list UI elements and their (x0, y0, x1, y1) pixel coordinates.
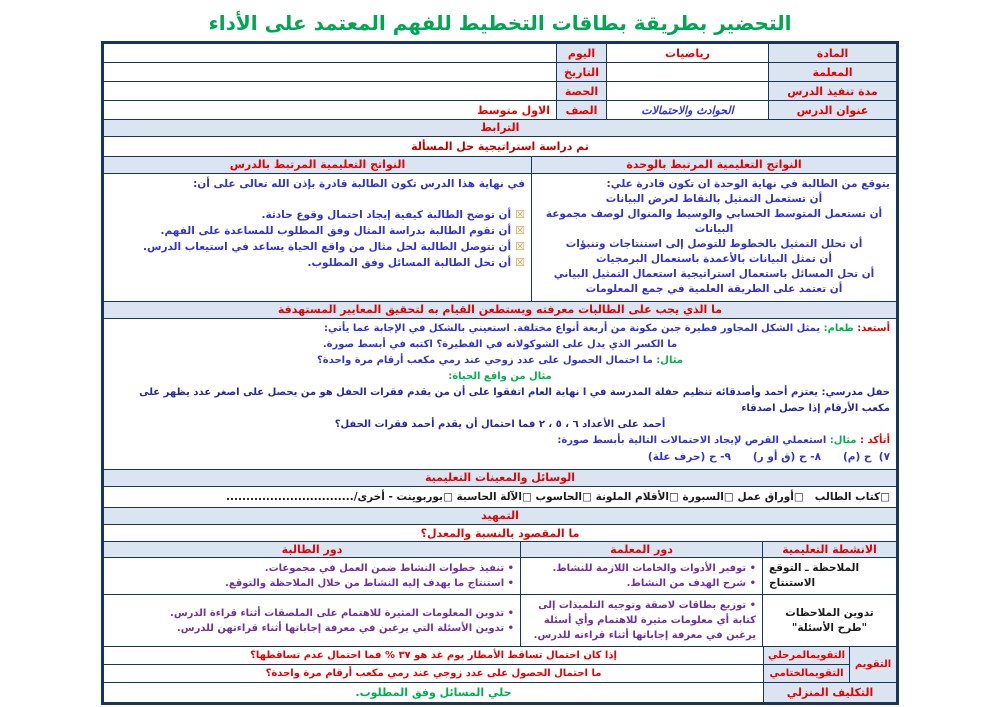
prepare-text: يمثل الشكل المجاور فطيرة جبن مكونة من أربعة أنواع مختلفة. استعيني بالشكل في الإجابة عما يأتي: (324, 323, 821, 334)
checked-box-icon: ☒ (515, 256, 525, 269)
lesson-outcome-item (110, 223, 525, 239)
fraction-question: ما الكسر الذي يدل على الشوكولاته في الفطيرة؟ اكتبه في أبسط صورة. (322, 339, 678, 350)
lesson-title-value: الحوادث والاحتمالات (606, 101, 768, 119)
unit-outcome-item: أن تستعمل المتوسط الحسابي والوسيط والمنوال لوصف مجموعة البيانات (545, 208, 883, 235)
activity-name (762, 558, 896, 594)
teacher-role-item: • توفير الأدوات والخامات اللازمة للنشاط. (552, 563, 756, 574)
teacher-value (606, 63, 768, 81)
example-text: ما احتمال الحصول على عدد زوجي عند رمي مكعب أرقام مرة واحدة؟ (316, 355, 653, 366)
standards-header: ما الذي يجب على الطالبات معرفته ويستطعن القيام به لتحقيق المعايير المستهدفة (104, 301, 896, 318)
lesson-outcome-item (110, 207, 525, 223)
lesson-outcome-item (110, 255, 525, 271)
period-value (104, 82, 556, 100)
student-role-item: • تنفيذ خطوات النشاط ضمن العمل في مجموعات. (264, 563, 514, 574)
tools-checkbox-line: □كتاب الطالب □أوراق عمل □السبورة □الأقلام الملونة □الحاسوب □الآلة الحاسبة □بوربوينت - أخرى/................................ (226, 491, 890, 503)
lesson-plan-table (101, 41, 899, 705)
date-value (104, 63, 556, 81)
prepare-line (110, 321, 890, 337)
unit-outcome-item: أن تحل المسائل باستعمال استراتيجية استعمال التمثيل البياني (553, 268, 875, 280)
student-role-item: • استنتاج ما يهدف إليه النشاط من خلال الملاحظة والتوقع. (225, 578, 514, 589)
subject-value: رياضيات (606, 44, 768, 62)
lesson-outcome-text: أن تتوصل الطالبة لحل مثال من واقع الحياة يساعد في استيعاب الدرس. (142, 241, 512, 253)
summative-evaluation-text: ما احتمال الحصول على عدد زوجي عند رمي مكعب أرقام مرة واحدة؟ (104, 664, 763, 682)
main-content (104, 318, 896, 469)
teacher-role-cell (520, 558, 762, 594)
subject-label: المادة (768, 44, 896, 62)
checked-box-icon: ☒ (515, 208, 525, 221)
real-life-header: مثال من واقع الحياة: (448, 371, 552, 382)
lesson-outcomes-body (104, 173, 531, 301)
probabilities-line: ٧) ح (م) ٨- ح (ق أو ر) ٩- ح (حرف علة) (647, 451, 890, 463)
unit-outcome-item: أن تحلل التمثيل بالخطوط للتوصل إلى استنتاجات وتنبؤات (565, 238, 863, 250)
lesson-outcomes-intro: في نهاية هذا الدرس تكون الطالبة قادرة بإذن الله تعالى على أن: (193, 178, 525, 190)
unit-outcome-item: أن تمثل البيانات بالأعمدة باستعمال البرمجيات (596, 253, 832, 265)
warmup-header: التمهيد (104, 507, 896, 524)
page-title: التحضير بطريقة بطاقات التخطيط للفهم المعتمد على الأداء (208, 11, 792, 35)
party-text: يعتزم أحمد وأصدقائه تنظيم حفلة المدرسة في ا نهاية العام اتفقوا على أن من يقدم فقرات الحفل هو من يحصل على اصغر عدد يظهر على مكعب الأرقام إذا حصل اصدقاء (139, 387, 890, 414)
confirm-line (110, 433, 890, 449)
example-line (110, 353, 890, 369)
info-row-duration (104, 81, 896, 100)
student-role-item: • تدوين المعلومات المثيرة للاهتمام على الملصقات أثناء قراءة الدرس. (170, 607, 514, 619)
connection-header: الترابط (104, 119, 896, 136)
checked-box-icon: ☒ (515, 240, 525, 253)
teacher-role-item: • شرح الهدف من النشاط. (626, 578, 756, 589)
lesson-outcomes-header: النواتج التعليمية المرتبط بالدرس (104, 157, 531, 173)
evaluation-section (104, 646, 896, 682)
confirm-text: استعملي القرص لإيجاد الاحتمالات التالية بأبسط صورة: (557, 435, 827, 446)
confirm-sublabel: مثال: (829, 435, 857, 446)
student-role-item: • تدوين الأسئلة التي يرغبن في معرفة إجاباتها أثناء قراءتهن للدرس. (176, 622, 514, 634)
activity-name-line1: الملاحظة ـ التوقع (769, 562, 860, 574)
example-label: مثال: (656, 355, 683, 366)
homework-label: التكليف المنزلي (763, 683, 896, 702)
grade-value: الاول متوسط (477, 103, 550, 117)
warmup-row (104, 524, 896, 541)
outcomes-section (104, 156, 896, 301)
party-continuation: أحمد على الأعداد ٦ ، ٥ ، ٢ فما احتمال أن يقدم أحمد فقرات الحفل؟ (334, 419, 666, 430)
activity-name-line1: تدوين الملاحظات (785, 606, 874, 619)
connection-text: تم دراسة استراتيجية حل المسألة (411, 140, 589, 153)
lesson-title-label: عنوان الدرس (768, 101, 896, 119)
activities-row-observation (104, 557, 896, 594)
grade-label: الصف (556, 101, 606, 119)
checked-box-icon: ☒ (515, 224, 525, 237)
prepare-topic: طعام: (823, 323, 854, 334)
lesson-outcomes-column (104, 157, 531, 301)
teacher-role-cell (520, 595, 762, 646)
lesson-outcome-item (110, 239, 525, 255)
warmup-question: ما المقصود بالنسبة والمعدل؟ (420, 526, 580, 540)
unit-outcomes-intro: يتوقع من الطالبة في نهاية الوحدة ان تكون قادرة علي: (606, 178, 890, 190)
teacher-role-header: دور المعلمة (520, 542, 762, 557)
student-role-header: دور الطالبة (104, 542, 520, 557)
party-line (110, 385, 890, 417)
confirm-label: أتأكد : (859, 435, 890, 446)
unit-outcome-item: أن تعتمد على الطريقة العلمية في جمع المعلومات (585, 283, 843, 295)
summative-evaluation-label: التقويمالختامي (763, 664, 849, 682)
activities-row-notes (104, 594, 896, 646)
tools-header: الوسائل والمعينات التعليمية (104, 469, 896, 486)
unit-outcome-item: أن تستعمل التمثيل بالنقاط لعرض البيانات (605, 193, 823, 205)
lesson-outcome-text: أن تحل الطالبة المسائل وفق المطلوب. (307, 257, 512, 269)
formative-evaluation-text: إذا كان احتمال تساقط الأمطار يوم غد هو ٣٧ % فما احتمال عدم تساقطها؟ (250, 650, 617, 661)
activity-name-line2: الاستنتاج (769, 577, 816, 589)
homework-text: حلي المسائل وفق المطلوب. (355, 686, 512, 699)
tools-row (104, 486, 896, 507)
period-label: الحصة (556, 82, 606, 100)
duration-label: مدة تنفيذ الدرس (768, 82, 896, 100)
info-row-lesson-title (104, 100, 896, 119)
prepare-label: أستعد: (857, 323, 890, 334)
homework-row (104, 682, 896, 702)
day-value (104, 44, 556, 62)
activity-name (762, 595, 896, 646)
lesson-outcome-text: أن توضح الطالبة كيفية إيجاد احتمال وقوع حادثة. (261, 209, 512, 221)
duration-value (606, 82, 768, 100)
student-role-cell (104, 595, 520, 646)
activities-header-row (104, 541, 896, 557)
lesson-outcome-text: أن تقوم الطالبة بدراسة المثال وفق المطلوب للمساعدة على الفهم. (160, 225, 512, 237)
info-row-teacher (104, 62, 896, 81)
activity-name-line2: "طرح الأسئلة" (791, 621, 868, 634)
info-row-subject (104, 44, 896, 62)
unit-outcomes-header: النواتج التعليمية المرتبط بالوحدة (532, 157, 896, 173)
connection-row (104, 136, 896, 156)
teacher-label: المعلمة (768, 63, 896, 81)
unit-outcomes-body (532, 173, 896, 301)
evaluation-header: التقويم (849, 647, 896, 682)
formative-evaluation-label: التقويمالمرحلي (763, 647, 849, 664)
teacher-role-item: • توزيع بطاقات لاصقة وتوجيه التلميذات إلى كتابة أي معلومات مثيرة للاهتمام وأي أسئلة يرغبن في معرفة إجاباتها أثناء قراءته للدرس. (533, 600, 756, 641)
activities-column-header: الانشطة التعليمية (762, 542, 896, 557)
party-label: حفل مدرسي: (821, 387, 890, 398)
day-label: اليوم (556, 44, 606, 62)
date-label: التاريخ (556, 63, 606, 81)
student-role-cell (104, 558, 520, 594)
unit-outcomes-column (531, 157, 896, 301)
